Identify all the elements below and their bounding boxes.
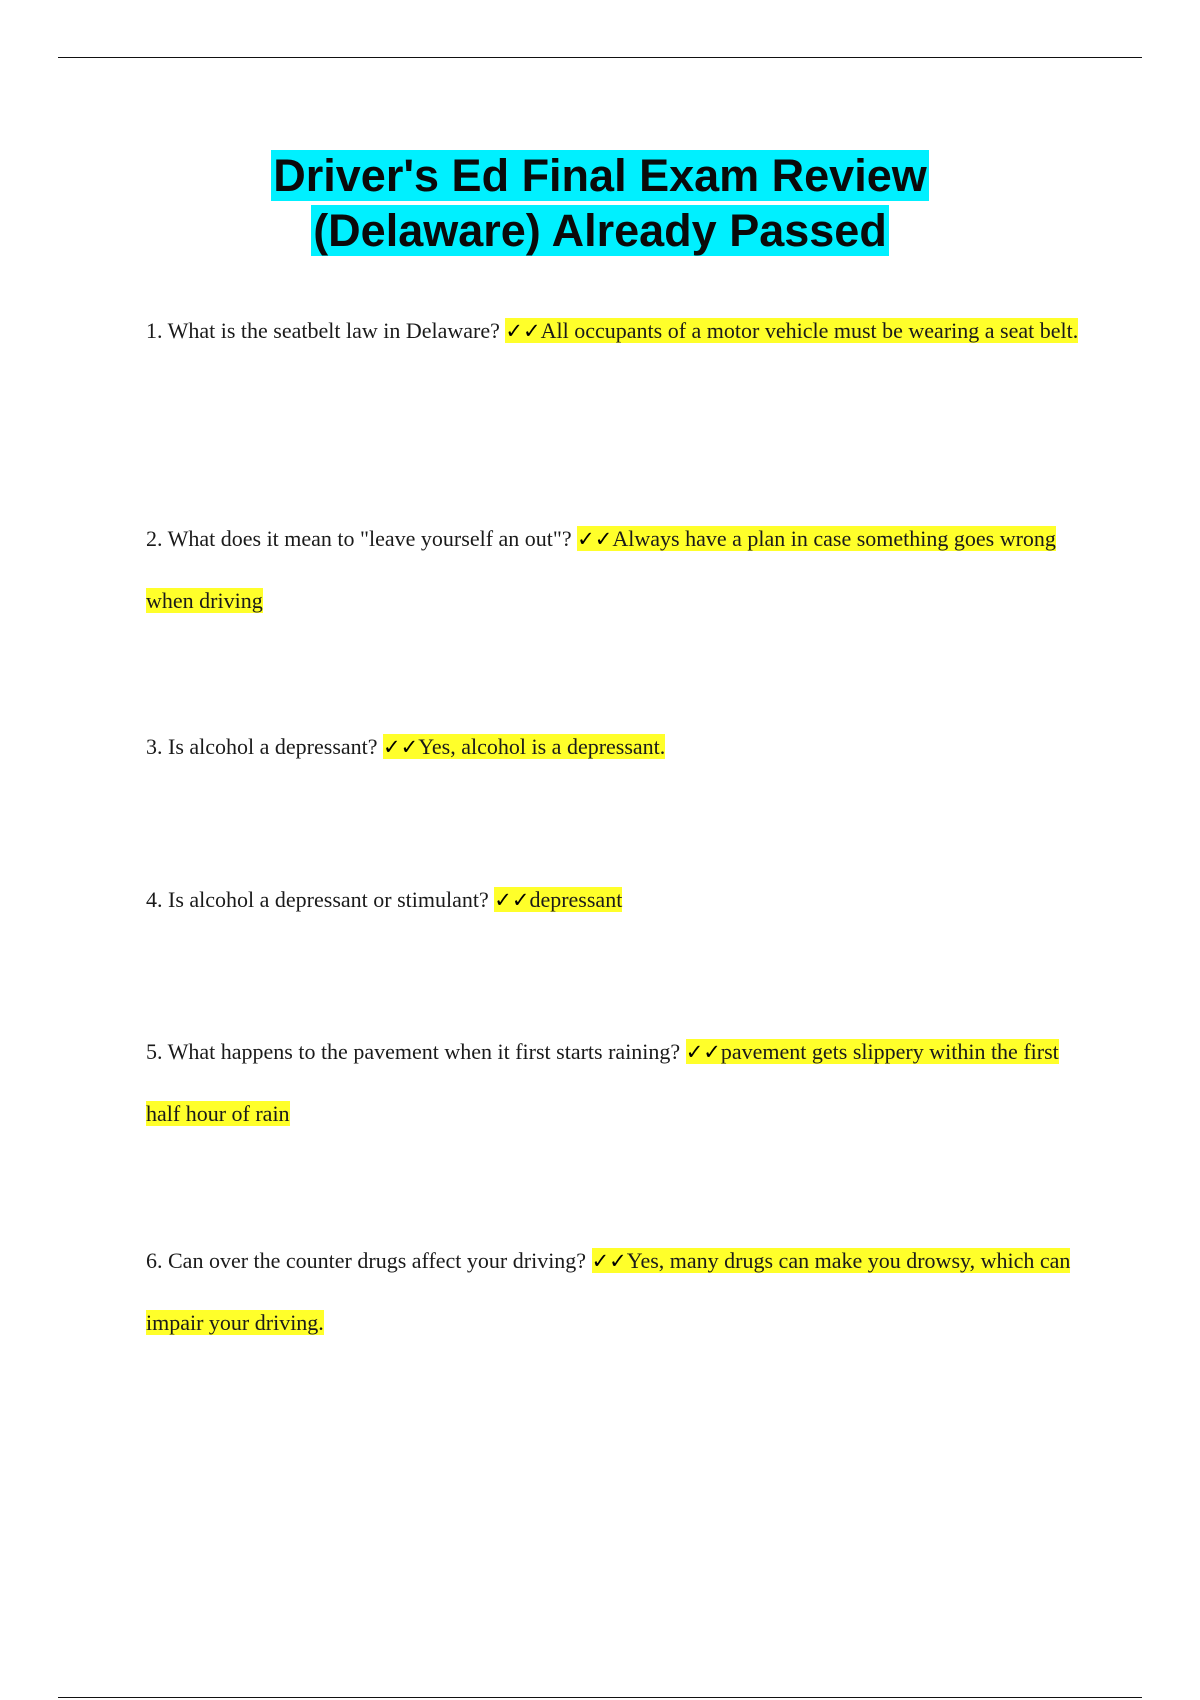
answer-text: Yes, alcohol is a depressant.	[418, 734, 666, 759]
question-item-6	[146, 1230, 1086, 1353]
title-line-2: (Delaware) Already Passed	[313, 205, 887, 256]
answer-text: depressant	[529, 887, 623, 912]
header-rule	[58, 57, 1142, 58]
answer-text: Yes, many drugs can make you drowsy, which can impair your driving.	[146, 1248, 1071, 1335]
answer-text: pavement gets slippery within the first half hour of rain	[146, 1039, 1059, 1126]
question-item-3	[146, 716, 1086, 778]
question-text: 3. Is alcohol a depressant?	[146, 734, 384, 759]
check-mark-icon: ✓✓	[505, 319, 541, 343]
answer-highlight	[505, 318, 1078, 343]
check-mark-icon: ✓✓	[494, 888, 530, 912]
question-item-5	[146, 1021, 1086, 1144]
question-text: 5. What happens to the pavement when it first starts raining?	[146, 1039, 686, 1064]
answer-text: Always have a plan in case something goes wrong when driving	[146, 526, 1056, 613]
check-mark-icon: ✓✓	[685, 1040, 721, 1064]
check-mark-icon: ✓✓	[383, 735, 419, 759]
title-line-1: Driver's Ed Final Exam Review	[273, 150, 927, 201]
question-item-1	[146, 300, 1086, 362]
question-item-2	[146, 508, 1086, 631]
question-text: 4. Is alcohol a depressant or stimulant?	[146, 887, 495, 912]
check-mark-icon: ✓✓	[591, 1249, 627, 1273]
question-text: 6. Can over the counter drugs affect your driving?	[146, 1248, 592, 1273]
answer-highlight	[494, 887, 622, 912]
check-mark-icon: ✓✓	[577, 527, 613, 551]
question-text: 2. What does it mean to "leave yourself an out"?	[146, 526, 578, 551]
question-text: 1. What is the seatbelt law in Delaware?	[146, 318, 506, 343]
answer-text: All occupants of a motor vehicle must be wearing a seat belt.	[540, 318, 1079, 343]
question-item-4	[146, 869, 1086, 931]
document-title	[0, 148, 1200, 258]
answer-highlight	[383, 734, 665, 759]
footer-rule	[58, 1697, 1142, 1698]
